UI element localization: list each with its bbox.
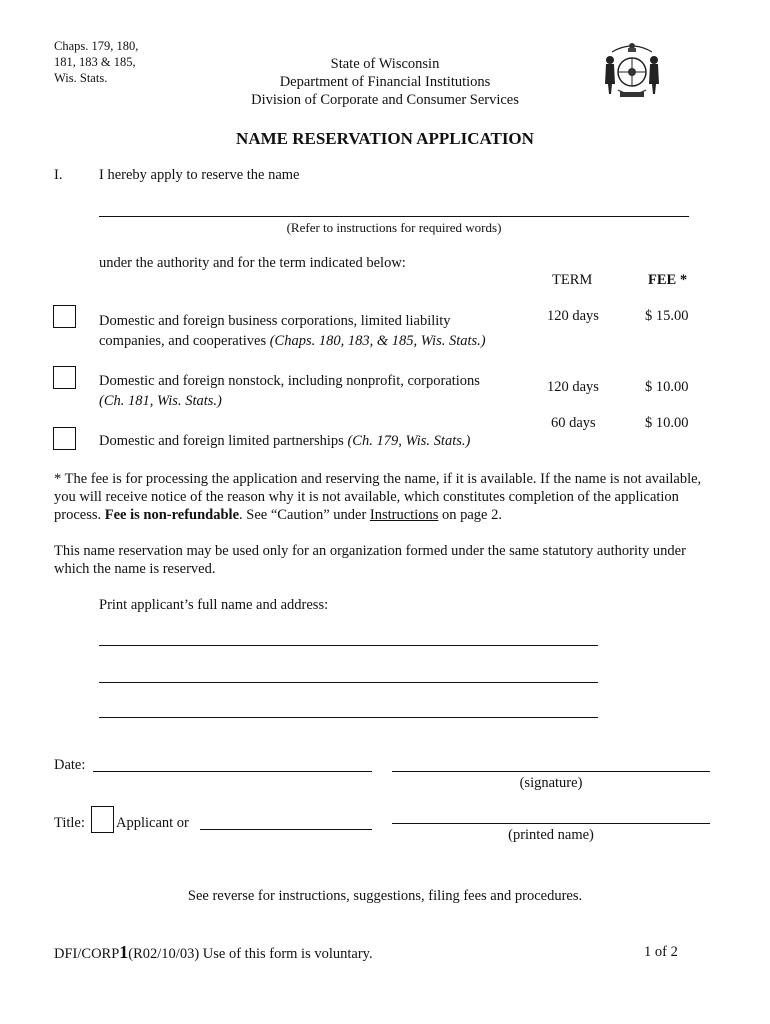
option-2-statute: (Ch. 181, Wis. Stats.) xyxy=(99,393,222,409)
option-1-line-2 xyxy=(99,333,486,350)
page-number: 1 of 2 xyxy=(644,944,678,960)
option-1-line-1: Domestic and foreign business corporations, limited liability xyxy=(99,313,451,329)
fee-note-text-3: on page 2. xyxy=(438,507,502,523)
option-2-line-2 xyxy=(99,393,222,410)
applicant-line-1[interactable] xyxy=(99,645,598,646)
wisconsin-seal-icon xyxy=(598,38,666,104)
instructions-link[interactable]: Instructions xyxy=(369,507,439,523)
reserve-intro: I hereby apply to reserve the name xyxy=(99,167,300,183)
state-name: State of Wisconsin xyxy=(330,56,440,72)
statute-line-2: 181, 183 & 185, xyxy=(54,55,136,69)
fee-header: FEE * xyxy=(648,272,688,288)
title-label: Title: xyxy=(54,815,85,831)
division-name: Division of Corporate and Consumer Services xyxy=(251,92,519,108)
reserved-name-field[interactable] xyxy=(99,216,689,217)
signature-field[interactable] xyxy=(392,771,710,772)
option-2-term: 120 days xyxy=(547,379,599,395)
business-corporation-checkbox[interactable] xyxy=(53,305,76,328)
form-number: 1 xyxy=(119,942,129,962)
title-field[interactable] xyxy=(200,829,372,830)
option-2-fee: $ 10.00 xyxy=(645,379,689,395)
fee-note xyxy=(54,470,714,524)
authority-text: under the authority and for the term indicated below: xyxy=(99,255,406,271)
date-field[interactable] xyxy=(93,771,372,772)
department-name: Department of Financial Institutions xyxy=(279,74,491,90)
option-3-statute: (Ch. 179, Wis. Stats.) xyxy=(347,433,471,449)
option-2-line-1: Domestic and foreign nonstock, including nonprofit, corporations xyxy=(99,373,480,389)
agency-header xyxy=(200,55,570,109)
limited-partnership-checkbox[interactable] xyxy=(53,427,76,450)
option-3-text: Domestic and foreign limited partnerships xyxy=(99,433,348,449)
applicant-title-checkbox[interactable] xyxy=(91,806,114,833)
printed-name-field[interactable] xyxy=(392,823,710,824)
option-1-term: 120 days xyxy=(547,308,599,324)
statute-reference xyxy=(54,38,138,86)
applicant-or-label: Applicant or xyxy=(116,815,189,831)
option-3-term: 60 days xyxy=(551,415,596,431)
form-id xyxy=(54,942,373,963)
form-revision: (R02/10/03) Use of this form is voluntary. xyxy=(128,946,373,962)
statute-line-1: Chaps. 179, 180, xyxy=(54,39,139,53)
nonstock-corporation-checkbox[interactable] xyxy=(53,366,76,389)
option-3-fee: $ 10.00 xyxy=(645,415,689,431)
form-prefix: DFI/CORP xyxy=(54,946,120,962)
fee-note-text-2: . See “Caution” under xyxy=(239,507,370,523)
option-1-line-2-text: companies, and cooperatives xyxy=(99,333,270,349)
section-number: I. xyxy=(54,167,63,183)
date-label: Date: xyxy=(54,757,86,773)
applicant-line-2[interactable] xyxy=(99,682,598,683)
option-1-statute: (Chaps. 180, 183, & 185, Wis. Stats.) xyxy=(269,333,486,349)
applicant-line-3[interactable] xyxy=(99,717,598,718)
usage-note: This name reservation may be used only for an organization formed under the same statutory authority under which the name is reserved. xyxy=(54,543,686,577)
printed-name-label: (printed name) xyxy=(508,827,594,843)
option-1-fee: $ 15.00 xyxy=(645,308,689,324)
statute-line-3: Wis. Stats. xyxy=(54,71,108,85)
term-header: TERM xyxy=(552,272,593,288)
form-title: NAME RESERVATION APPLICATION xyxy=(236,129,534,148)
option-3-line-1 xyxy=(99,433,470,450)
fee-note-text-1: * The fee is for processing the application and reserving the name, if it is available. If the name is not available, you will receive notice of the reason why it is not available, which constitutes completion of the application process. xyxy=(54,471,702,523)
see-reverse-note: See reverse for instructions, suggestions, filing fees and procedures. xyxy=(187,888,583,904)
applicant-prompt: Print applicant’s full name and address: xyxy=(99,597,329,613)
fee-note-bold: Fee is non-refundable xyxy=(104,507,240,523)
signature-label: (signature) xyxy=(519,775,583,791)
refer-note: (Refer to instructions for required words) xyxy=(286,220,502,235)
